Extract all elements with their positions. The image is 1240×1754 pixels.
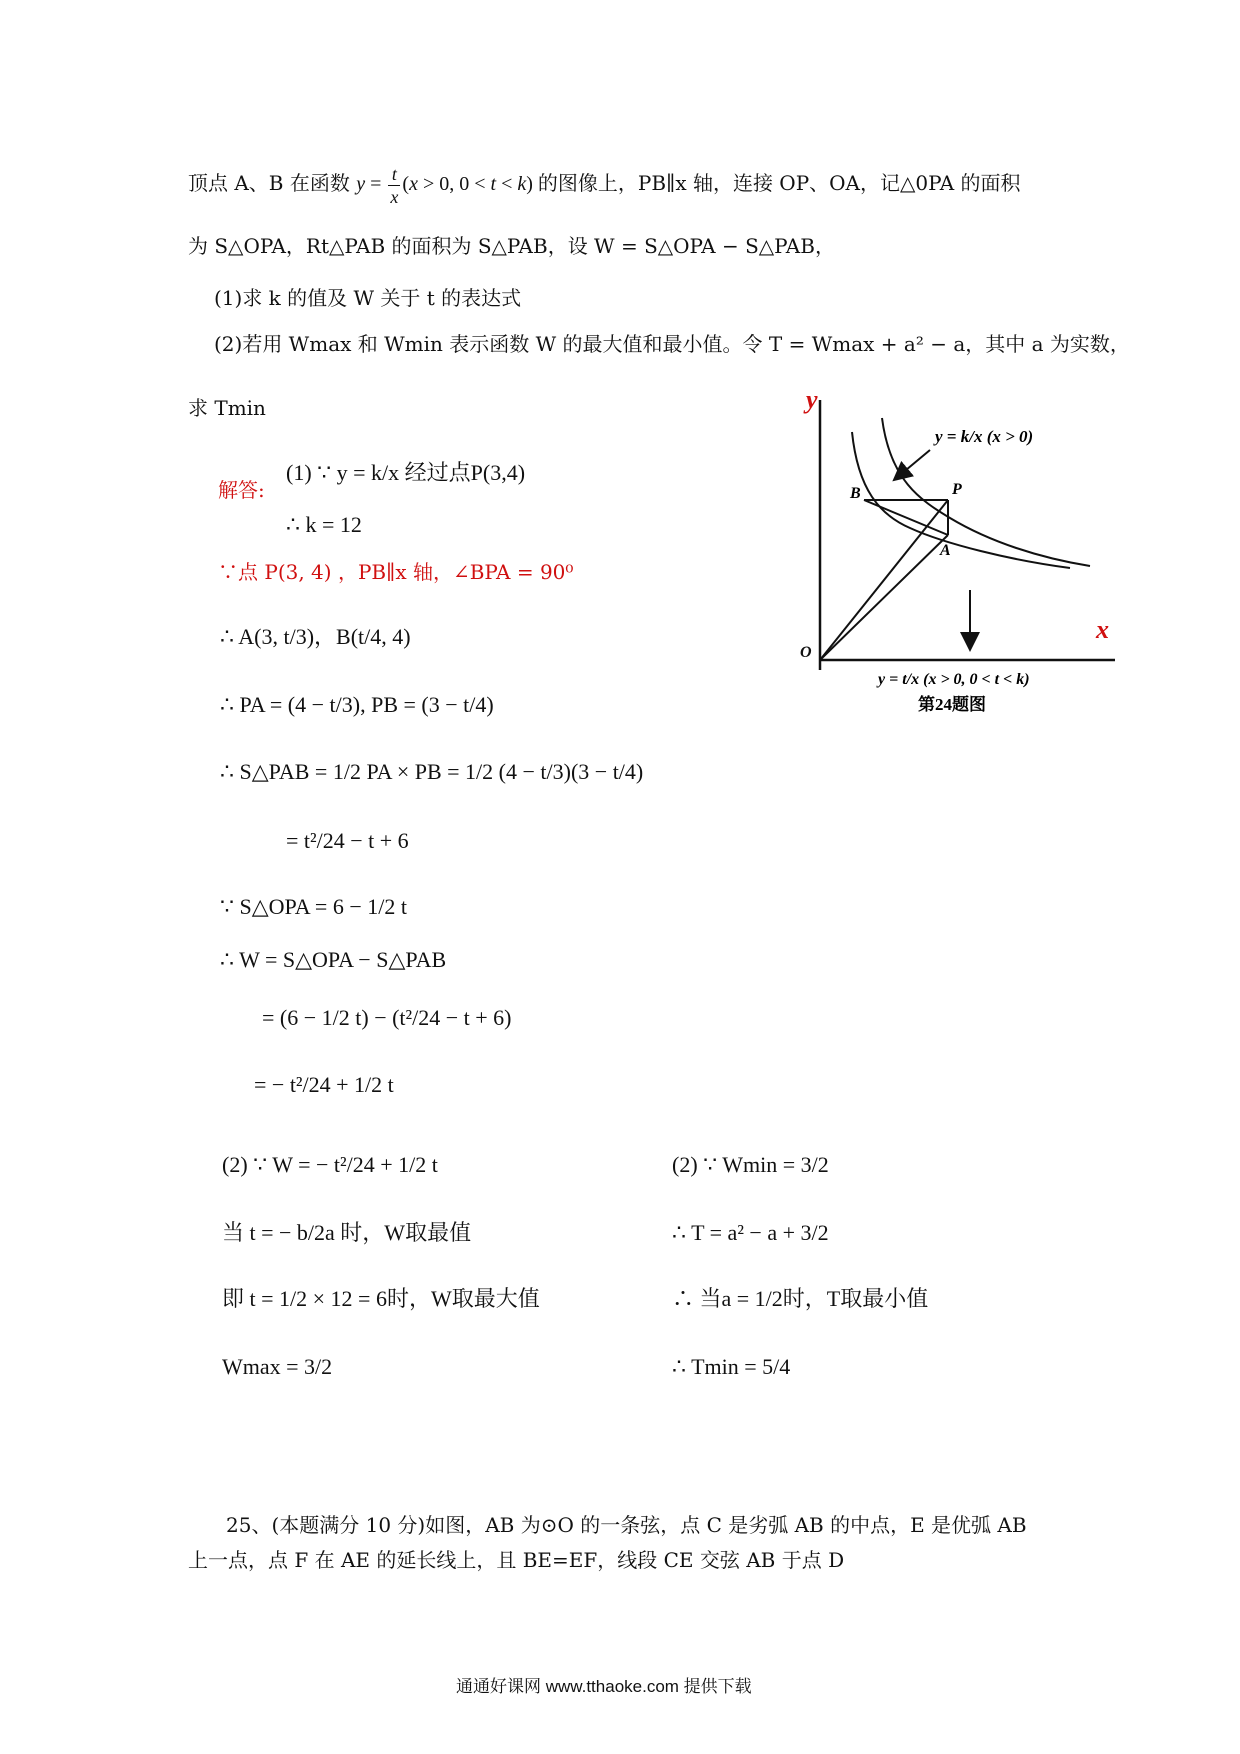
problem-25-line-2: 上一点，点 F 在 AE 的延长线上，且 BE=EF，线段 CE 交弦 AB 于点 D bbox=[188, 1548, 845, 1572]
segment-OP bbox=[820, 500, 948, 660]
solution-step-9: ∴ W = S△OPA − S△PAB bbox=[220, 947, 447, 972]
question-1: (1)求 k 的值及 W 关于 t 的表达式 bbox=[214, 286, 522, 310]
part2-left-2: 当 t = − b/2a 时，W取最值 bbox=[222, 1220, 472, 1245]
segment-OA bbox=[820, 535, 948, 660]
solution-step-6: ∴ S△PAB = 1/2 PA × PB = 1/2 (4 − t/3)(3 − t/4) bbox=[220, 759, 644, 784]
problem-line-1 bbox=[188, 163, 1021, 208]
figure-caption: 第24题图 bbox=[918, 695, 986, 714]
solution-step-4: ∴ A(3, t/3)，B(t/4, 4) bbox=[220, 624, 411, 649]
part2-left-1: (2) ∵ W = − t²/24 + 1/2 t bbox=[222, 1152, 438, 1177]
solution-label: 解答: bbox=[218, 478, 265, 502]
problem-line1-suffix: 的图像上，PB∥x 轴，连接 OP、OA，记△0PA 的面积 bbox=[537, 171, 1021, 196]
solution-step-1: (1) ∵ y = k/x 经过点P(3,4) bbox=[286, 460, 526, 485]
curve1-label: y = k/x (x > 0) bbox=[935, 427, 1034, 446]
segment-BA bbox=[864, 500, 948, 535]
solution-step-3: ∵点 P(3, 4) ，PB∥x 轴，∠BPA = 90⁰ bbox=[218, 560, 574, 584]
part2-right-3: ∴ 当a = 1/2时，T取最小值 bbox=[672, 1286, 929, 1311]
function-expression: y = $\frac{t}{x}$ (x > 0, 0 < t < k) bbox=[356, 164, 538, 207]
solution-step-11: = − t²/24 + 1/2 t bbox=[254, 1072, 394, 1097]
solution-step-10: = (6 − 1/2 t) − (t²/24 − t + 6) bbox=[262, 1005, 512, 1030]
solution-step-8: ∵ S△OPA = 6 − 1/2 t bbox=[220, 894, 407, 919]
curve2-label: y = t/x (x > 0, 0 < t < k) bbox=[878, 671, 1030, 688]
y-axis-label: y bbox=[806, 385, 818, 414]
page-footer: 通通好课网 www.tthaoke.com 提供下载 bbox=[456, 1677, 752, 1696]
point-B-label: B bbox=[850, 485, 861, 502]
figure-24 bbox=[770, 380, 1120, 720]
solution-step-2: ∴ k = 12 bbox=[286, 512, 362, 537]
part2-left-3: 即 t = 1/2 × 12 = 6时，W取最大值 bbox=[222, 1286, 540, 1311]
solution-step-7: = t²/24 − t + 6 bbox=[286, 828, 409, 853]
part2-right-1: (2) ∵ Wmin = 3/2 bbox=[672, 1152, 829, 1177]
part2-right-4: ∴ Tmin = 5/4 bbox=[672, 1354, 791, 1379]
problem-25-line-1: 25、(本题满分 10 分)如图，AB 为⊙O 的一条弦，点 C 是劣弧 AB 的中点，E 是优弧 AB bbox=[226, 1513, 1027, 1537]
question-2: (2)若用 Wmax 和 Wmin 表示函数 W 的最大值和最小值。令 T = Wmax + a² − a，其中 a 为实数， bbox=[214, 332, 1130, 356]
problem-line-2: 为 S△OPA，Rt△PAB 的面积为 S△PAB，设 W = S△OPA − S△PAB， bbox=[188, 234, 835, 258]
part2-right-2: ∴ T = a² − a + 3/2 bbox=[672, 1220, 829, 1245]
curve1-pointer bbox=[900, 450, 930, 475]
x-axis-label: x bbox=[1096, 615, 1109, 644]
question-2-end: 求 Tmin bbox=[188, 396, 266, 420]
point-A-label: A bbox=[940, 542, 951, 559]
origin-label: O bbox=[800, 644, 812, 661]
problem-line1-prefix: 顶点 A、B 在函数 bbox=[188, 171, 350, 196]
part2-left-4: Wmax = 3/2 bbox=[222, 1354, 333, 1379]
solution-step-5: ∴ PA = (4 − t/3), PB = (3 − t/4) bbox=[220, 692, 494, 717]
point-P-label: P bbox=[952, 481, 962, 498]
